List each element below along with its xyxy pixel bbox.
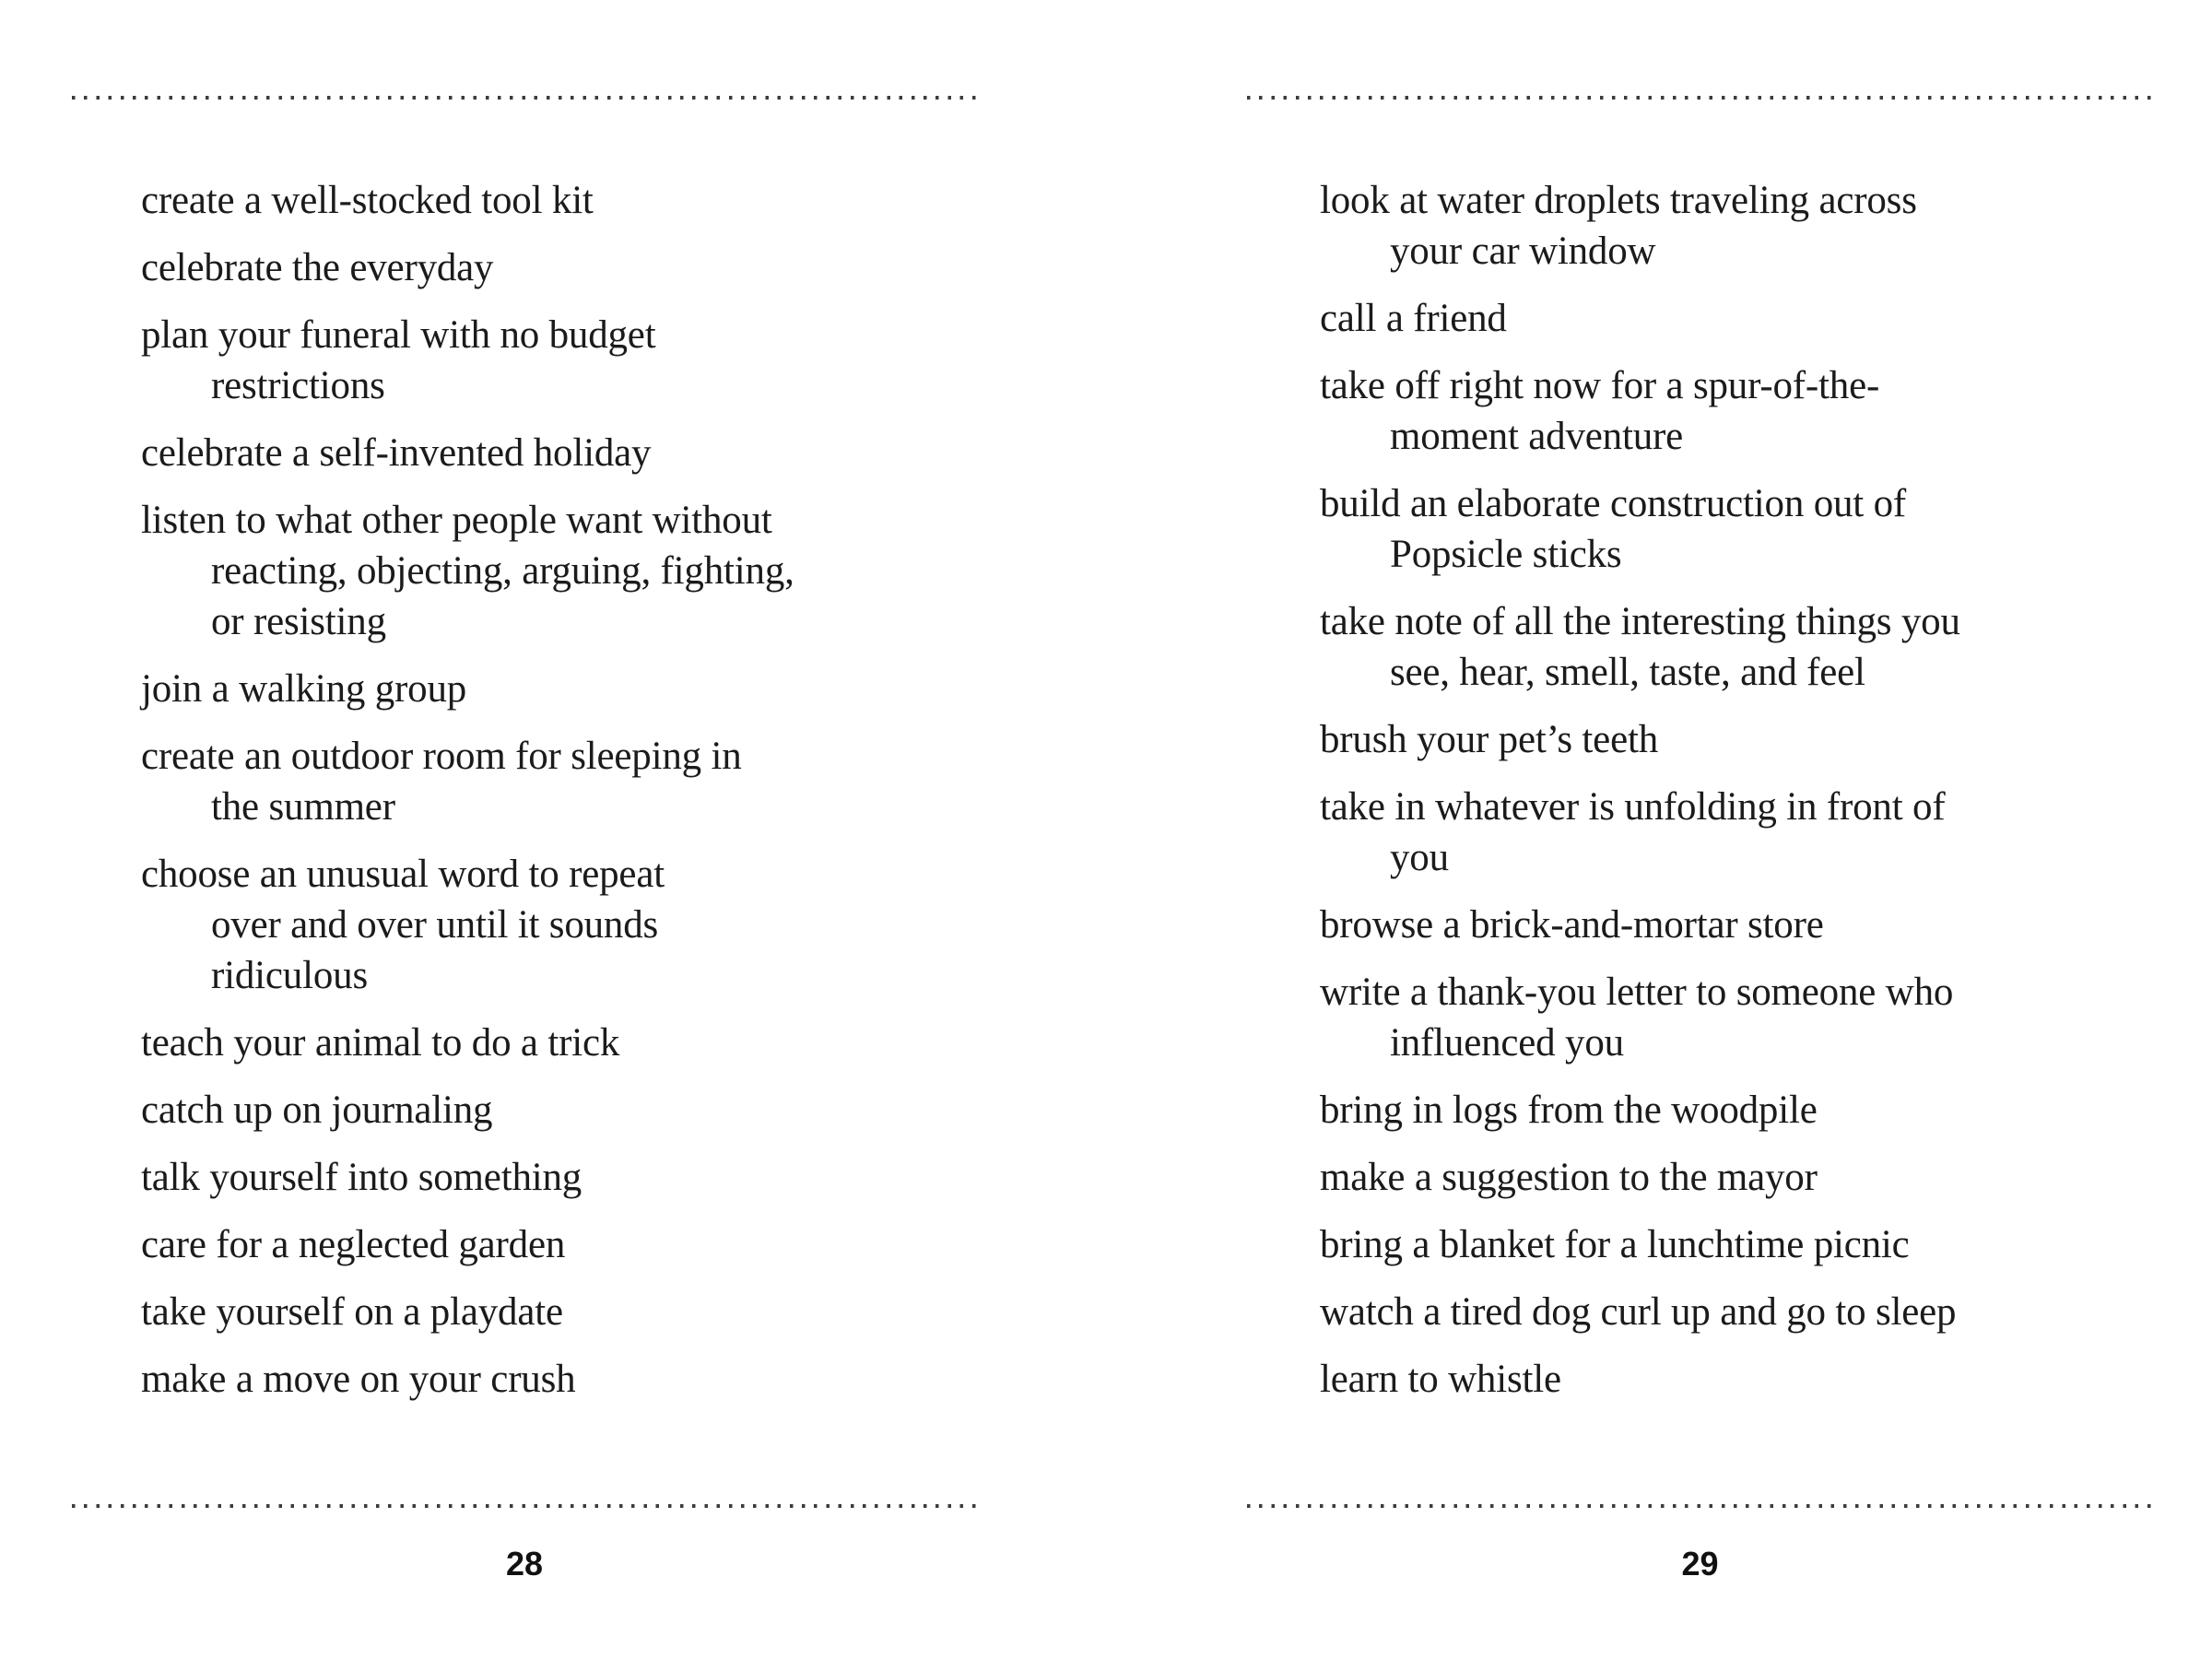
activity-list (1320, 175, 1960, 1421)
activity-line: create an outdoor room for sleeping in (141, 735, 742, 778)
top-dotted-rule (1247, 96, 2153, 100)
activity-line-continuation: over and over until it sounds (211, 903, 659, 947)
activity-item (141, 1018, 794, 1068)
activity-line: teach your animal to do a trick (141, 1021, 620, 1065)
activity-line-continuation: your car window (1390, 229, 1656, 273)
activity-item (1320, 714, 1960, 765)
activity-item (1320, 175, 1960, 276)
activity-item (141, 1152, 794, 1203)
activity-line-continuation: or resisting (211, 600, 386, 643)
activity-line-continuation: moment adventure (1390, 415, 1683, 458)
activity-line: take yourself on a playdate (141, 1290, 563, 1334)
activity-line: learn to whistle (1320, 1358, 1561, 1401)
activity-line: make a suggestion to the mayor (1320, 1156, 1818, 1199)
activity-line: browse a brick-and-mortar store (1320, 903, 1824, 947)
activity-line-continuation: see, hear, smell, taste, and feel (1390, 651, 1865, 694)
activity-line: brush your pet’s teeth (1320, 718, 1658, 761)
activity-item (1320, 1152, 1960, 1203)
activity-line: build an elaborate construction out of (1320, 482, 1907, 525)
activity-item (141, 1287, 794, 1337)
activity-item (141, 310, 794, 411)
activity-item (1320, 293, 1960, 344)
activity-line: look at water droplets traveling across (1320, 179, 1917, 222)
activity-line: make a move on your crush (141, 1358, 576, 1401)
activity-line-continuation: the summer (211, 785, 395, 829)
activity-line: catch up on journaling (141, 1088, 493, 1132)
activity-line: watch a tired dog curl up and go to sleep (1320, 1290, 1957, 1334)
activity-item (1320, 1287, 1960, 1337)
activity-line-continuation: restrictions (211, 364, 385, 407)
activity-item (141, 175, 794, 226)
activity-item (141, 428, 794, 478)
activity-item (1320, 782, 1960, 883)
activity-list (141, 175, 794, 1421)
activity-line-continuation: Popsicle sticks (1390, 533, 1622, 576)
activity-item (1320, 967, 1960, 1068)
activity-line: take in whatever is unfolding in front of (1320, 785, 1946, 829)
activity-item (1320, 360, 1960, 462)
activity-item (141, 731, 794, 832)
activity-item (141, 664, 794, 714)
activity-line: join a walking group (141, 667, 467, 711)
activity-item (141, 1085, 794, 1135)
activity-line-continuation: you (1390, 836, 1449, 879)
activity-line: call a friend (1320, 297, 1507, 340)
activity-line: choose an unusual word to repeat (141, 853, 665, 896)
activity-item (1320, 1085, 1960, 1135)
activity-item (1320, 1354, 1960, 1405)
page-number: 28 (505, 1545, 544, 1583)
activity-item (1320, 1219, 1960, 1270)
activity-line-continuation: reacting, objecting, arguing, fighting, (211, 549, 794, 593)
page-number: 29 (1681, 1545, 1719, 1583)
activity-line: celebrate the everyday (141, 246, 494, 289)
activity-line: celebrate a self-invented holiday (141, 431, 652, 475)
activity-line: bring a blanket for a lunchtime picnic (1320, 1223, 1910, 1266)
activity-item (141, 495, 794, 647)
activity-line: plan your funeral with no budget (141, 313, 656, 357)
book-page-right (1106, 0, 2212, 1659)
activity-line-continuation: ridiculous (211, 954, 368, 997)
activity-line-continuation: influenced you (1390, 1021, 1624, 1065)
activity-item (141, 849, 794, 1001)
activity-line: listen to what other people want without (141, 499, 772, 542)
activity-item (141, 1219, 794, 1270)
activity-line: bring in logs from the woodpile (1320, 1088, 1818, 1132)
activity-item (1320, 900, 1960, 950)
activity-item (141, 1354, 794, 1405)
top-dotted-rule (72, 96, 977, 100)
activity-line: take off right now for a spur-of-the- (1320, 364, 1880, 407)
activity-item (1320, 596, 1960, 698)
bottom-dotted-rule (1247, 1504, 2153, 1508)
activity-line: care for a neglected garden (141, 1223, 566, 1266)
bottom-dotted-rule (72, 1504, 977, 1508)
activity-line: take note of all the interesting things you (1320, 600, 1960, 643)
activity-line: talk yourself into something (141, 1156, 582, 1199)
activity-item (141, 242, 794, 293)
activity-line: create a well-stocked tool kit (141, 179, 594, 222)
activity-line: write a thank-you letter to someone who (1320, 971, 1954, 1014)
activity-item (1320, 478, 1960, 580)
